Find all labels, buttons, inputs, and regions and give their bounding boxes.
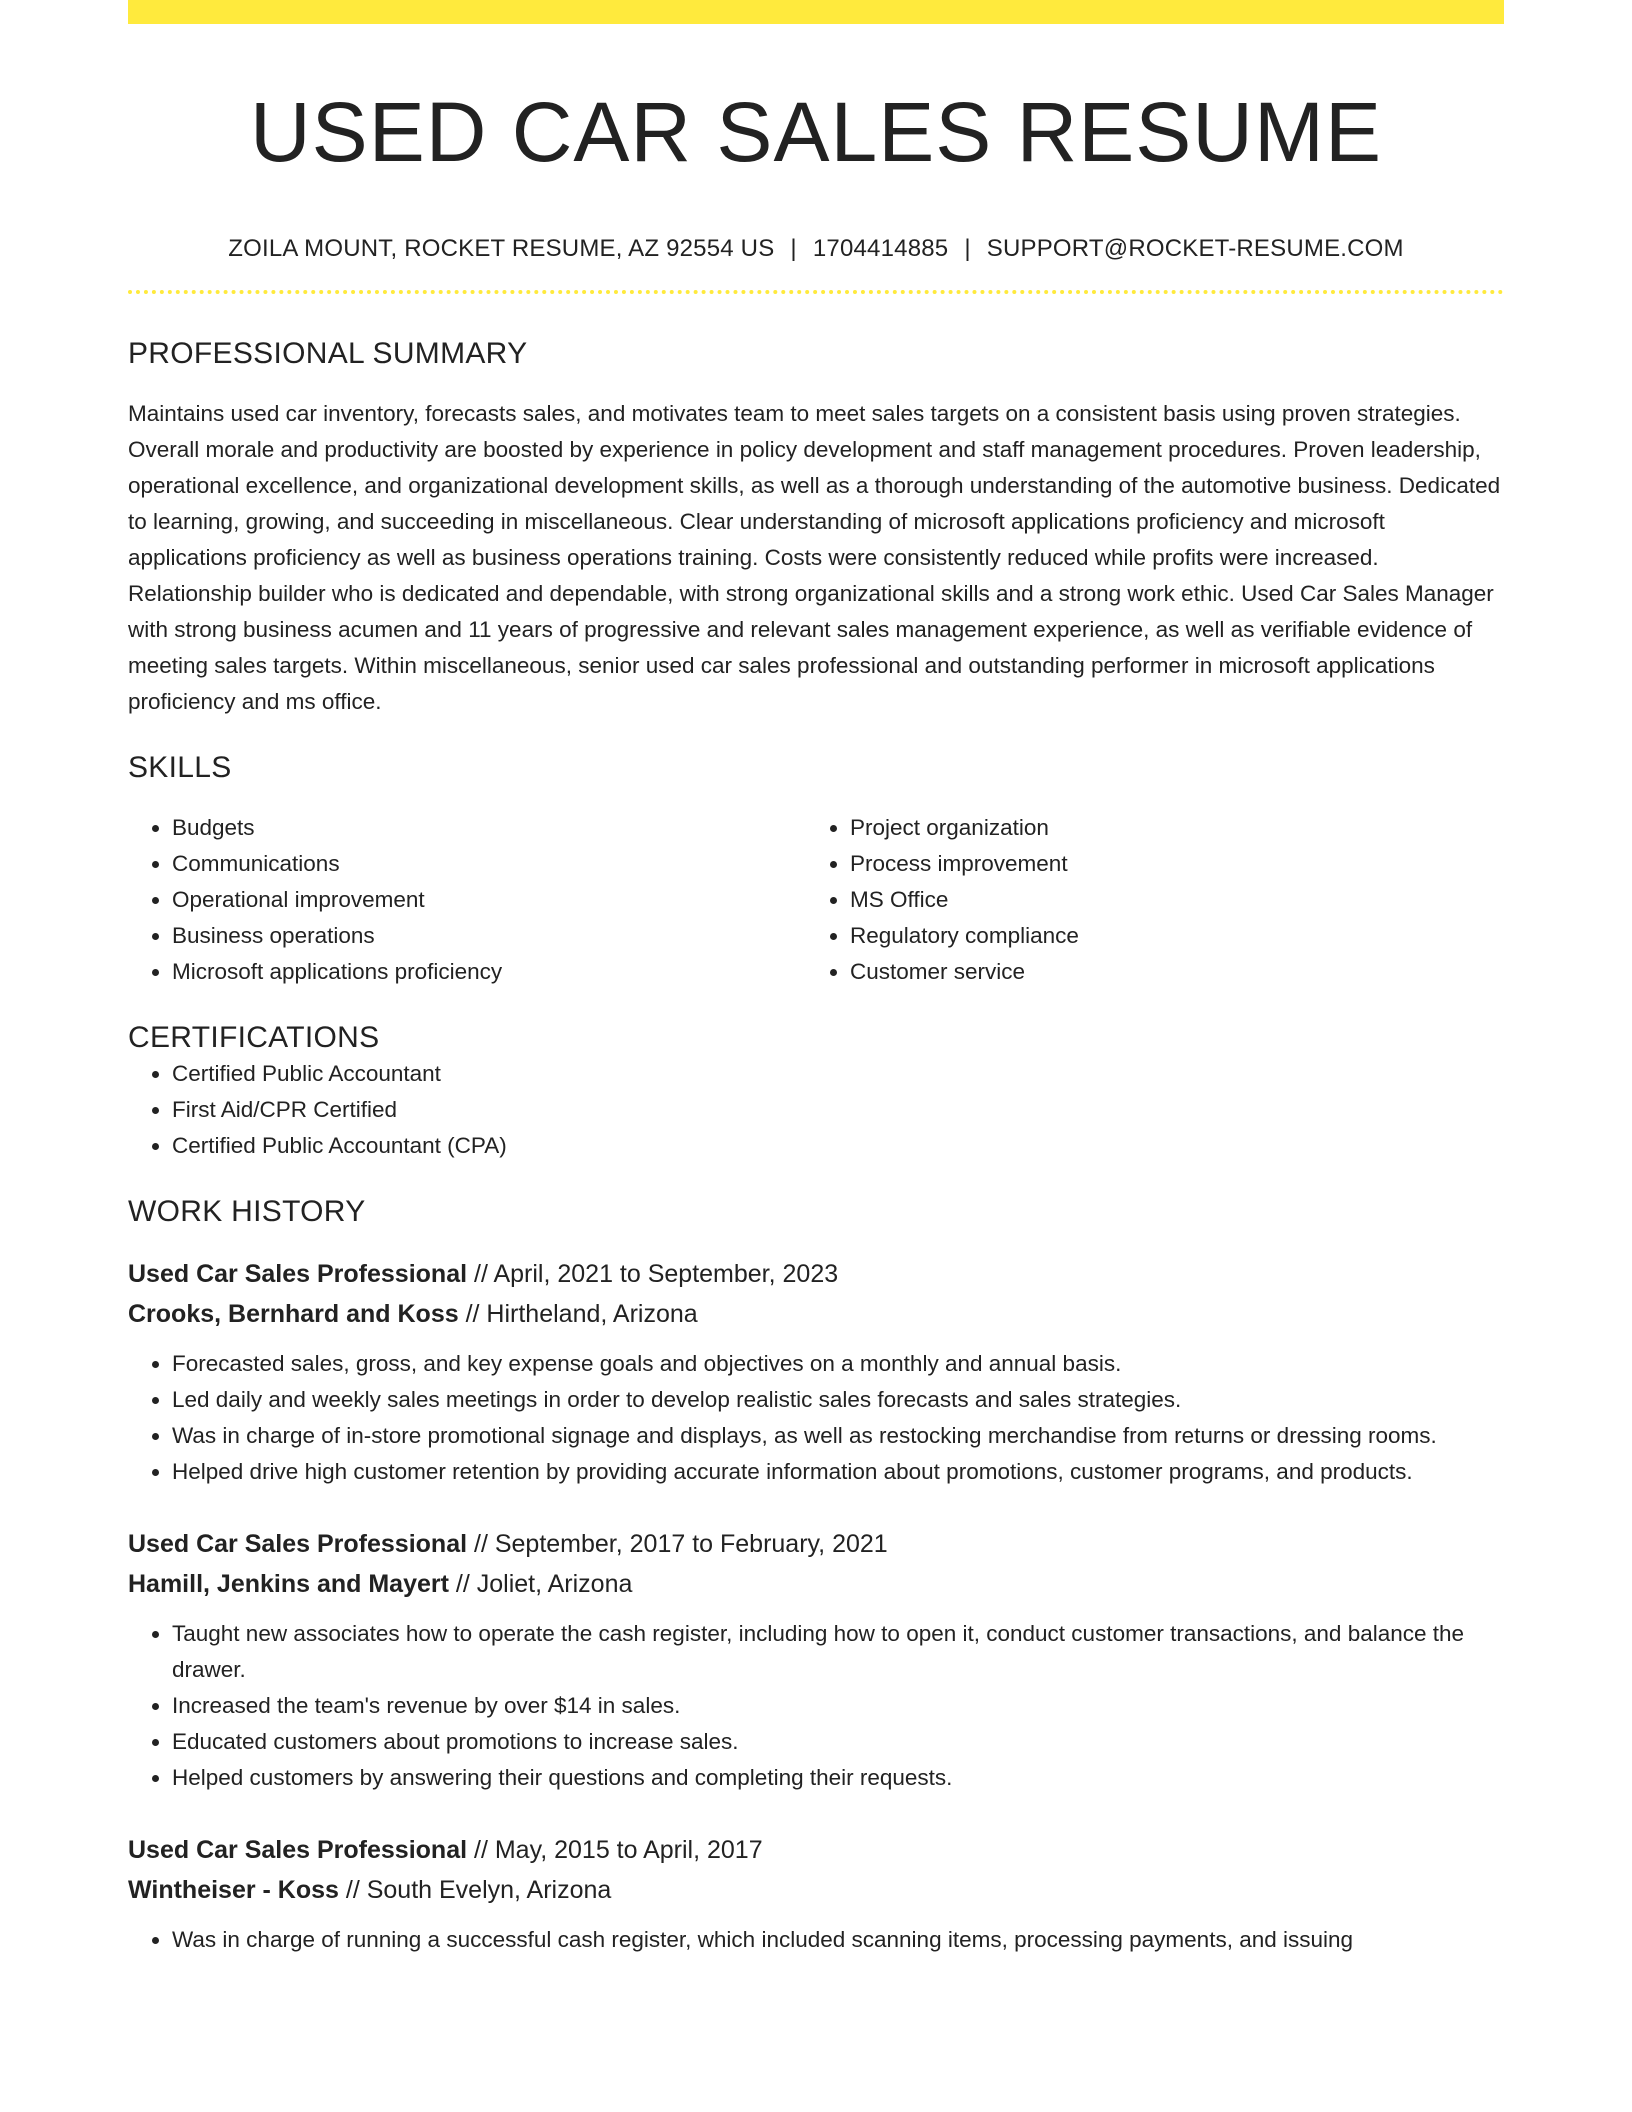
skill-item: • Project organization <box>850 810 1484 846</box>
job-title: Used Car Sales Professional <box>128 1836 468 1864</box>
resume-page <box>128 0 1504 1958</box>
job-company: Crooks, Bernhard and Koss <box>128 1300 459 1328</box>
skills-section <box>128 750 1504 990</box>
certification-item: • First Aid/CPR Certified <box>172 1092 1504 1128</box>
resume-title: USED CAR SALES RESUME <box>250 85 1382 179</box>
job-company: Hamill, Jenkins and Mayert <box>128 1570 449 1598</box>
job-entry <box>128 1524 1504 1796</box>
skills-grid <box>128 810 1504 990</box>
job-entry <box>128 1830 1504 1958</box>
work-history-section <box>128 1194 1504 1958</box>
section-heading: WORK HISTORY <box>128 1195 366 1228</box>
skill-item: • Process improvement <box>850 846 1484 882</box>
certification-item: • Certified Public Accountant <box>172 1056 1504 1092</box>
contact-email: SUPPORT@ROCKET-RESUME.COM <box>986 235 1404 262</box>
job-title: Used Car Sales Professional <box>128 1530 468 1558</box>
skills-list <box>128 810 806 990</box>
job-company-line <box>128 1870 1504 1910</box>
job-duty-item: • Helped customers by answering their questions and completing their requests. <box>172 1760 1504 1796</box>
job-title-line <box>128 1254 1504 1294</box>
job-company: Wintheiser - Koss <box>128 1876 339 1904</box>
job-title: Used Car Sales Professional <box>128 1260 468 1288</box>
section-heading: SKILLS <box>128 751 232 784</box>
skills-column-left <box>128 810 806 990</box>
job-location: // Hirtheland, Arizona <box>465 1300 698 1328</box>
job-duties-list <box>128 1922 1504 1958</box>
skill-item: • Communications <box>172 846 806 882</box>
contact-separator: | <box>790 235 797 262</box>
job-title-line <box>128 1830 1504 1870</box>
job-company-line <box>128 1564 1504 1604</box>
job-dates: // April, 2021 to September, 2023 <box>474 1260 839 1288</box>
job-duty-item: • Educated customers about promotions to increase sales. <box>172 1724 1504 1760</box>
accent-bar <box>128 0 1504 24</box>
skill-item: • Operational improvement <box>172 882 806 918</box>
job-duties-list <box>128 1616 1504 1796</box>
skill-item: • Budgets <box>172 810 806 846</box>
professional-summary-section <box>128 336 1504 720</box>
skill-item: • Microsoft applications proficiency <box>172 954 806 990</box>
job-dates: // May, 2015 to April, 2017 <box>474 1836 763 1864</box>
skill-item: • Customer service <box>850 954 1484 990</box>
job-company-line <box>128 1294 1504 1334</box>
summary-text: Maintains used car inventory, forecasts sales, and motivates team to meet sales targets on a consistent basis using proven strategies. Overall morale and productivity are boosted by experience in policy development and staff management procedures. Proven leadership, operational excellence, and organizational development skills, as well as a thorough understanding of the automotive business. Dedicated to learning, growing, and succeeding in miscellaneous. Clear understanding of microsoft applications proficiency and microsoft applications proficiency as well as business operations training. Costs were consistently reduced while profits were increased. Relationship builder who is dedicated and dependable, with strong organizational skills and a strong work ethic. Used Car Sales Manager with strong business acumen and 11 years of progressive and relevant sales management experience, as well as verifiable evidence of meeting sales targets. Within miscellaneous, senior used car sales professional and outstanding performer in microsoft applications proficiency and ms office. <box>128 401 1501 714</box>
job-duties-list <box>128 1346 1504 1490</box>
job-duty-item: • Was in charge of in-store promotional signage and displays, as well as restocking merchandise from returns or dressing rooms. <box>172 1418 1504 1454</box>
job-duty-item: • Helped drive high customer retention by providing accurate information about promotions, customer programs, and products. <box>172 1454 1504 1490</box>
dotted-divider <box>128 290 1504 294</box>
skill-item: • MS Office <box>850 882 1484 918</box>
job-title-line <box>128 1524 1504 1564</box>
certifications-section <box>128 1020 1504 1164</box>
job-location: // South Evelyn, Arizona <box>345 1876 612 1904</box>
job-duty-item: • Taught new associates how to operate the cash register, including how to open it, conduct customer transactions, and balance the drawer. <box>172 1616 1504 1688</box>
job-entry <box>128 1254 1504 1490</box>
job-duty-item: • Increased the team's revenue by over $14 in sales. <box>172 1688 1504 1724</box>
skill-item: • Business operations <box>172 918 806 954</box>
job-location: // Joliet, Arizona <box>455 1570 633 1598</box>
job-duty-item: • Led daily and weekly sales meetings in order to develop realistic sales forecasts and sales strategies. <box>172 1382 1504 1418</box>
certifications-list <box>128 1056 1504 1164</box>
contact-separator: | <box>964 235 971 262</box>
contact-line <box>128 234 1504 264</box>
section-heading: PROFESSIONAL SUMMARY <box>128 337 528 370</box>
job-dates: // September, 2017 to February, 2021 <box>474 1530 888 1558</box>
skills-list <box>806 810 1484 990</box>
skill-item: • Regulatory compliance <box>850 918 1484 954</box>
skills-column-right <box>806 810 1484 990</box>
job-duty-item: • Was in charge of running a successful cash register, which included scanning items, processing payments, and issuing <box>172 1922 1504 1958</box>
contact-address: ZOILA MOUNT, ROCKET RESUME, AZ 92554 US <box>228 235 775 262</box>
job-duty-item: • Forecasted sales, gross, and key expense goals and objectives on a monthly and annual basis. <box>172 1346 1504 1382</box>
section-heading: CERTIFICATIONS <box>128 1021 380 1054</box>
contact-phone: 1704414885 <box>812 235 949 262</box>
certification-item: • Certified Public Accountant (CPA) <box>172 1128 1504 1164</box>
